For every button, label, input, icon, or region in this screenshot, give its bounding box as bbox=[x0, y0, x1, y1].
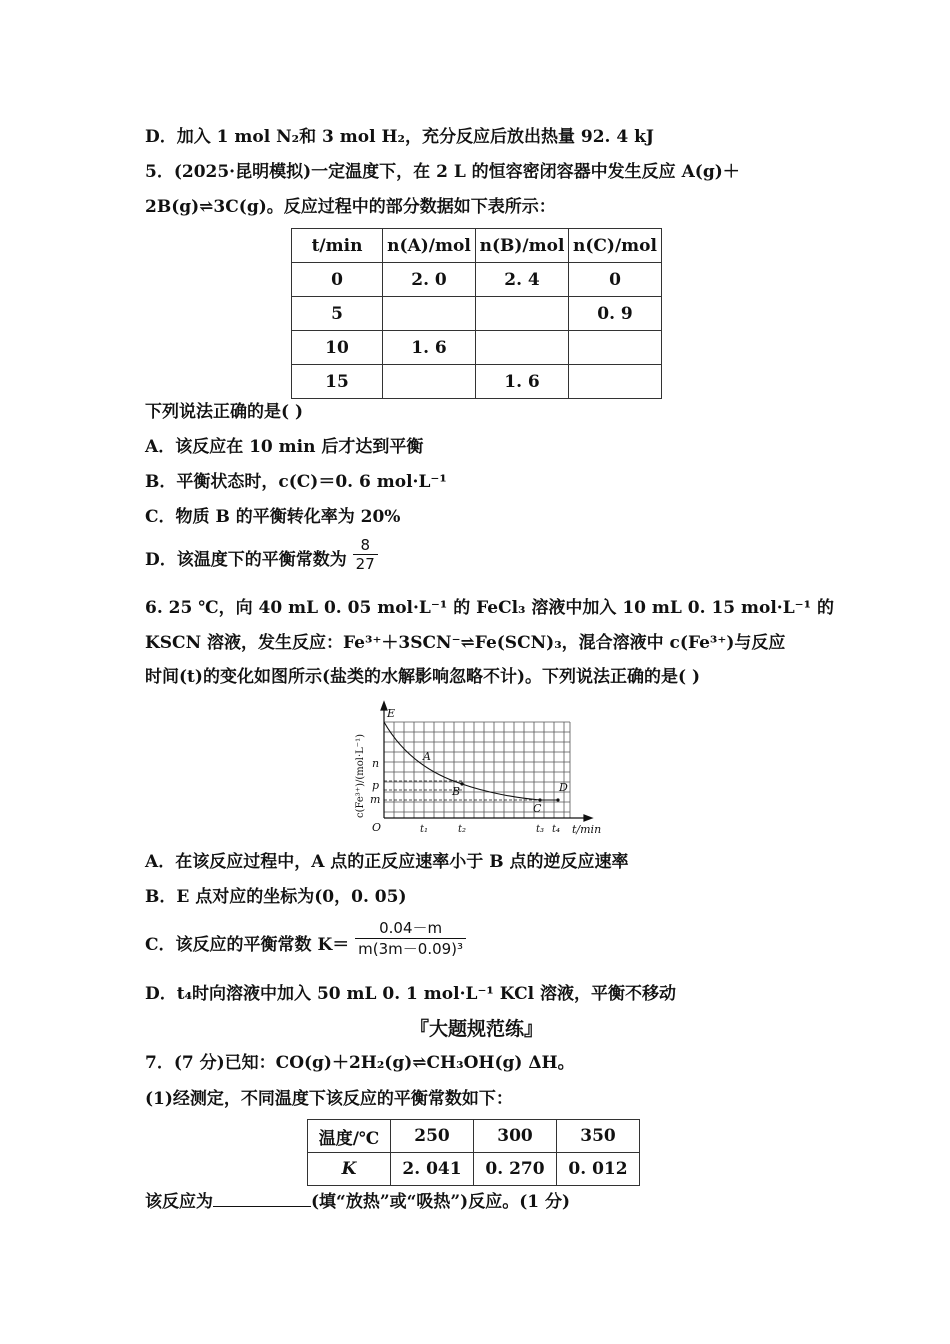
q5-header-na: n(A)/mol bbox=[383, 229, 476, 263]
xtick-t1: t₁ bbox=[420, 824, 429, 835]
q5-option-d bbox=[145, 536, 378, 573]
answer-blank[interactable] bbox=[213, 1188, 311, 1207]
table-cell: 10 bbox=[292, 331, 383, 365]
table-cell: 0. 9 bbox=[569, 297, 662, 331]
table-cell bbox=[476, 297, 569, 331]
table-cell: 0. 012 bbox=[557, 1153, 640, 1186]
fraction-numerator: 8 bbox=[353, 536, 378, 555]
xtick-t4: t₄ bbox=[552, 824, 561, 835]
q7-fill-suffix: (填“放热”或“吸热”)反应。(1 分) bbox=[311, 1192, 571, 1212]
q6-option-b: B．E 点对应的坐标为(0，0. 05) bbox=[145, 887, 407, 907]
q5-option-b: B．平衡状态时，c(C)＝0. 6 mol·L⁻¹ bbox=[145, 472, 447, 492]
reference-lines bbox=[384, 781, 558, 800]
table-cell: 350 bbox=[557, 1120, 640, 1153]
point-label-c: C bbox=[533, 802, 542, 815]
point-d-marker bbox=[556, 798, 559, 801]
q6-fraction bbox=[355, 918, 466, 959]
table-cell: 2. 4 bbox=[476, 263, 569, 297]
xtick-t2: t₂ bbox=[458, 824, 467, 835]
table-cell: 300 bbox=[474, 1120, 557, 1153]
q7-fill-line bbox=[145, 1188, 570, 1214]
table-cell: 0 bbox=[569, 263, 662, 297]
q5-data-table bbox=[291, 228, 662, 399]
table-cell bbox=[383, 365, 476, 399]
point-label-e: E bbox=[387, 707, 396, 720]
section-title: 『大题规范练』 bbox=[410, 1018, 544, 1040]
fraction-denominator: m(3m－0.09)³ bbox=[358, 940, 464, 958]
q7-stem: 7．(7 分)已知：CO(g)＋2H₂(g)⇌CH₃OH(g) ΔH。 bbox=[145, 1053, 575, 1073]
table-cell: 15 bbox=[292, 365, 383, 399]
q5-option-a: A．该反应在 10 min 后才达到平衡 bbox=[145, 437, 424, 457]
table-cell bbox=[569, 365, 662, 399]
point-label-b: B bbox=[452, 785, 461, 798]
table-cell bbox=[383, 297, 476, 331]
table-cell: 2. 041 bbox=[391, 1153, 474, 1186]
concentration-curve bbox=[384, 722, 558, 800]
q5-stem-line1: 5．(2025·昆明模拟)一定温度下，在 2 L 的恒容密闭容器中发生反应 A(g)＋ bbox=[145, 162, 740, 182]
q6-concentration-chart bbox=[350, 700, 610, 840]
q5-question: 下列说法正确的是( ) bbox=[145, 402, 304, 422]
q5-header-nb: n(B)/mol bbox=[476, 229, 569, 263]
point-label-d: D bbox=[559, 781, 568, 794]
ytick-m: m bbox=[370, 793, 381, 806]
xtick-t3: t₃ bbox=[536, 824, 545, 835]
q6-option-a: A．在该反应过程中，A 点的正反应速率小于 B 点的逆反应速率 bbox=[145, 852, 629, 872]
q7-header-temp: 温度/℃ bbox=[308, 1120, 391, 1153]
q5-stem-line2: 2B(g)⇌3C(g)。反应过程中的部分数据如下表所示： bbox=[145, 197, 556, 217]
table-cell: 5 bbox=[292, 297, 383, 331]
q4-option-d: D．加入 1 mol N₂和 3 mol H₂，充分反应后放出热量 92. 4 kJ bbox=[145, 127, 654, 147]
q5-option-c: C．物质 B 的平衡转化率为 20% bbox=[145, 507, 401, 527]
q7-k-table bbox=[307, 1119, 640, 1186]
q7-header-k: K bbox=[308, 1153, 391, 1186]
x-axis-label: t/min bbox=[572, 823, 602, 836]
table-cell: 0 bbox=[292, 263, 383, 297]
q6-option-d: D．t₄时向溶液中加入 50 mL 0. 1 mol·L⁻¹ KCl 溶液，平衡不移动 bbox=[145, 984, 677, 1004]
ytick-n: n bbox=[372, 757, 380, 770]
table-cell: 2. 0 bbox=[383, 263, 476, 297]
table-cell: 1. 6 bbox=[383, 331, 476, 365]
table-cell: 1. 6 bbox=[476, 365, 569, 399]
chart-grid bbox=[384, 722, 570, 818]
q5-header-nc: n(C)/mol bbox=[569, 229, 662, 263]
table-cell: 0. 270 bbox=[474, 1153, 557, 1186]
point-label-a: A bbox=[423, 750, 431, 763]
q7-fill-prefix: 该反应为 bbox=[145, 1192, 213, 1212]
q5-header-t: t/min bbox=[292, 229, 383, 263]
q6-option-c bbox=[145, 919, 466, 959]
table-cell: 250 bbox=[391, 1120, 474, 1153]
table-cell bbox=[569, 331, 662, 365]
q6-stem-line2: KSCN 溶液，发生反应：Fe³⁺＋3SCN⁻⇌Fe(SCN)₃，混合溶液中 c(Fe³⁺)与反应 bbox=[145, 633, 786, 653]
point-b-marker bbox=[460, 782, 463, 785]
table-cell bbox=[476, 331, 569, 365]
fraction-numerator: 0.04－m bbox=[355, 918, 466, 939]
q6-stem-line1: 6. 25 ℃，向 40 mL 0. 05 mol·L⁻¹ 的 FeCl₃ 溶液中加入 10 mL 0. 15 mol·L⁻¹ 的 bbox=[145, 598, 835, 618]
fraction-denominator: 27 bbox=[355, 555, 375, 573]
q5-fraction bbox=[353, 536, 378, 573]
q6-stem-line3: 时间(t)的变化如图所示(盐类的水解影响忽略不计)。下列说法正确的是( ) bbox=[145, 667, 701, 687]
q7-sub1: (1)经测定，不同温度下该反应的平衡常数如下： bbox=[145, 1089, 513, 1109]
y-axis-label: c(Fe³⁺)/(mol·L⁻¹) bbox=[355, 734, 366, 818]
q5-option-d-text: D．该温度下的平衡常数为 bbox=[145, 550, 347, 570]
origin-label: O bbox=[372, 821, 382, 834]
ytick-p: p bbox=[372, 779, 380, 792]
chart-axes bbox=[381, 702, 592, 821]
q6-option-c-text: C．该反应的平衡常数 K＝ bbox=[145, 935, 350, 955]
